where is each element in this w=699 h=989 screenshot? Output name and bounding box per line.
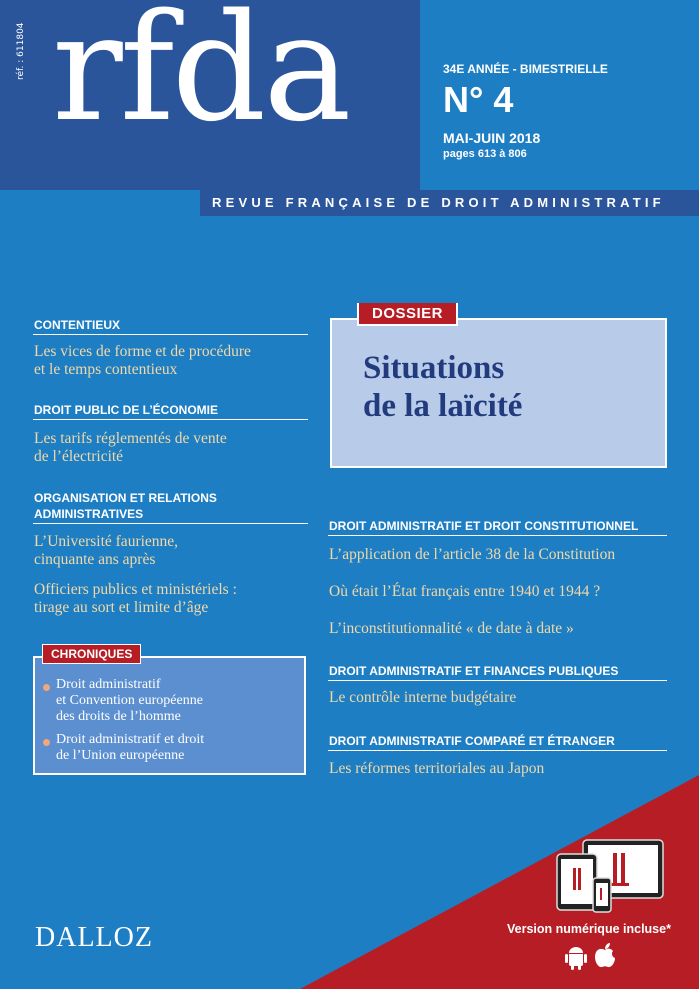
article-title: Les vices de forme et de procédure	[34, 343, 251, 360]
devices-icon	[555, 838, 665, 918]
article-title: tirage au sort et limite d’âge	[34, 599, 209, 616]
issue-date: MAI-JUIN 2018	[443, 130, 541, 146]
article-title: L’application de l’article 38 de la Constitution	[329, 546, 616, 563]
apple-icon	[594, 942, 616, 968]
divider	[33, 523, 308, 524]
divider	[33, 419, 308, 420]
article-title: L’Université faurienne,	[34, 533, 179, 550]
dossier-title-line1: Situations	[363, 350, 505, 386]
journal-subtitle: REVUE FRANÇAISE DE DROIT ADMINISTRATIF	[200, 190, 699, 216]
chroniques-tag: CHRONIQUES	[42, 644, 141, 664]
section-heading: DROIT PUBLIC DE L’ÉCONOMIE	[34, 403, 219, 417]
section-heading: ORGANISATION ET RELATIONS	[34, 491, 217, 505]
chronique-item: Droit administratif	[56, 677, 161, 692]
publisher-logo: DALLOZ	[35, 922, 153, 953]
article-title: Où était l’État français entre 1940 et 1944 ?	[329, 583, 601, 600]
article-title: Les tarifs réglementés de vente	[34, 430, 227, 447]
dossier-tag: DOSSIER	[357, 303, 458, 326]
article-title: L’inconstitutionnalité « de date à date »	[329, 620, 574, 637]
section-heading: CONTENTIEUX	[34, 318, 121, 332]
journal-logo: rfda	[52, 0, 349, 154]
chronique-item: de l’Union européenne	[56, 748, 185, 763]
section-heading-line2: ADMINISTRATIVES	[34, 507, 144, 521]
reference-number: réf. : 611804	[16, 22, 26, 80]
dossier-title-line2: de la laïcité	[363, 387, 523, 424]
page-range: pages 613 à 806	[443, 148, 527, 160]
bullet-icon	[43, 684, 50, 691]
article-title: cinquante ans après	[34, 551, 156, 568]
issue-number: N° 4	[443, 79, 514, 120]
android-icon	[565, 944, 587, 970]
chronique-item: des droits de l’homme	[56, 709, 181, 724]
divider	[328, 535, 667, 536]
article-title: et le temps contentieux	[34, 361, 178, 378]
section-heading: DROIT ADMINISTRATIF COMPARÉ ET ÉTRANGER	[329, 734, 615, 748]
divider	[33, 334, 308, 335]
divider	[328, 680, 667, 681]
dossier-title	[363, 350, 522, 426]
article-title: Le contrôle interne budgétaire	[329, 689, 517, 706]
chronique-item: et Convention européenne	[56, 693, 203, 708]
article-title: de l’électricité	[34, 448, 124, 465]
bullet-icon	[43, 739, 50, 746]
digital-version-note: Version numérique incluse*	[507, 922, 671, 936]
article-title: Officiers publics et ministériels :	[34, 581, 237, 598]
chronique-item: Droit administratif et droit	[56, 732, 205, 747]
section-heading: DROIT ADMINISTRATIF ET DROIT CONSTITUTIONNEL	[329, 519, 639, 533]
article-title: Les réformes territoriales au Japon	[329, 760, 545, 777]
year-line: 34E ANNÉE - BIMESTRIELLE	[443, 62, 608, 76]
section-heading: DROIT ADMINISTRATIF ET FINANCES PUBLIQUES	[329, 664, 619, 678]
divider	[328, 750, 667, 751]
